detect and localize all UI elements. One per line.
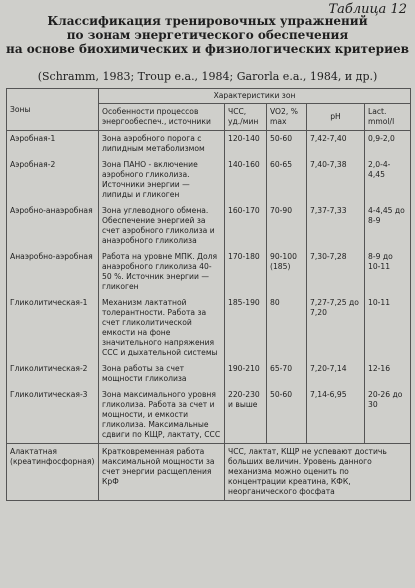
table-row [7, 387, 411, 444]
table-row [7, 157, 411, 203]
lact-cell: 10-11 [365, 295, 411, 361]
vo2-cell: 80 [267, 295, 307, 361]
table-row [7, 203, 411, 249]
hr-cell: 170-180 [225, 249, 267, 295]
header-characteristics: Характеристики зон [99, 89, 411, 104]
zone-cell: Анаэробно-аэробная [7, 249, 99, 295]
hr-cell: 190-210 [225, 361, 267, 387]
features-cell: Механизм лактатной толерантности. Работа за счет гликолитической емкости на фоне значительного напряжения ССС и дыхательной системы [99, 295, 225, 361]
lact-cell: 2,0-4-4,45 [365, 157, 411, 203]
zone-cell: Гликолитическая-1 [7, 295, 99, 361]
features-cell: Зона аэробного порога с липидным метаболизмом [99, 131, 225, 158]
header-zones: Зоны [7, 89, 99, 131]
table-title [4, 14, 411, 56]
table-number: Таблица 12 [328, 2, 407, 17]
zone-cell: Алактатная (креатинфосфорная) [7, 444, 99, 501]
features-cell: Зона работы за счет мощности гликолиза [99, 361, 225, 387]
features-cell: Зона максимального уровня гликолиза. Работа за счет и мощности, и емкости гликолиза. Максимальные сдвиги по КЩР, лактату, ССС [99, 387, 225, 444]
features-cell: Работа на уровне МПК. Доля анаэробного гликолиза 40-50 %. Источник энергии — гликоген [99, 249, 225, 295]
header-vo2: VO2, % max [267, 104, 307, 131]
vo2-cell: 60-65 [267, 157, 307, 203]
ph-cell: 7,30-7,28 [307, 249, 365, 295]
lact-cell: 4-4,45 до 8-9 [365, 203, 411, 249]
ph-cell: 7,27-7,25 до 7,20 [307, 295, 365, 361]
references: (Schramm, 1983; Troup e.a., 1984; Garorla e.a., 1984, и др.) [37, 70, 378, 83]
ph-cell: 7,42-7,40 [307, 131, 365, 158]
header-hr: ЧСС, уд./мин [225, 104, 267, 131]
zone-cell: Аэробная-2 [7, 157, 99, 203]
title-line: по зонам энергетического обеспечения [66, 28, 349, 42]
hr-cell: 220-230 и выше [225, 387, 267, 444]
vo2-cell: 65-70 [267, 361, 307, 387]
zone-cell: Гликолитическая-3 [7, 387, 99, 444]
ph-cell: 7,20-7,14 [307, 361, 365, 387]
vo2-cell: 50-60 [267, 131, 307, 158]
header-features: Особенности процессов энергообеспеч., источники [99, 104, 225, 131]
note-cell: ЧСС, лактат, КЩР не успевают достичь больших величин. Уровень данного механизма можно оценить по концентрации креатина, КФК, неорганического фосфата [225, 444, 411, 501]
ph-cell: 7,40-7,38 [307, 157, 365, 203]
features-cell: Зона ПАНО - включение аэробного гликолиза. Источники энергии — липиды и гликоген [99, 157, 225, 203]
title-line: Классификация тренировочных упражнений [47, 14, 368, 28]
zones-table [6, 88, 411, 501]
features-cell: Кратковременная работа максимальной мощности за счет энергии расщепления КрФ [99, 444, 225, 501]
table-row [7, 131, 411, 158]
vo2-cell: 90-100 (185) [267, 249, 307, 295]
vo2-cell: 50-60 [267, 387, 307, 444]
table-row [7, 249, 411, 295]
lact-cell: 20-26 до 30 [365, 387, 411, 444]
title-line: на основе биохимических и физиологических критериев [6, 42, 409, 56]
hr-cell: 120-140 [225, 131, 267, 158]
zone-cell: Гликолитическая-2 [7, 361, 99, 387]
zone-cell: Аэробная-1 [7, 131, 99, 158]
table-row [7, 361, 411, 387]
ph-cell: 7,37-7,33 [307, 203, 365, 249]
lact-cell: 12-16 [365, 361, 411, 387]
hr-cell: 140-160 [225, 157, 267, 203]
features-cell: Зона углеводного обмена. Обеспечение энергией за счет аэробного гликолиза и анаэробного гликолиза [99, 203, 225, 249]
lact-cell: 8-9 до 10-11 [365, 249, 411, 295]
table-row-alactic [7, 444, 411, 501]
table-row [7, 295, 411, 361]
header-ph: pH [307, 104, 365, 131]
hr-cell: 160-170 [225, 203, 267, 249]
ph-cell: 7,14-6,95 [307, 387, 365, 444]
lact-cell: 0,9-2,0 [365, 131, 411, 158]
hr-cell: 185-190 [225, 295, 267, 361]
zone-cell: Аэробно-анаэробная [7, 203, 99, 249]
header-lact: Lact. mmol/l [365, 104, 411, 131]
vo2-cell: 70-90 [267, 203, 307, 249]
